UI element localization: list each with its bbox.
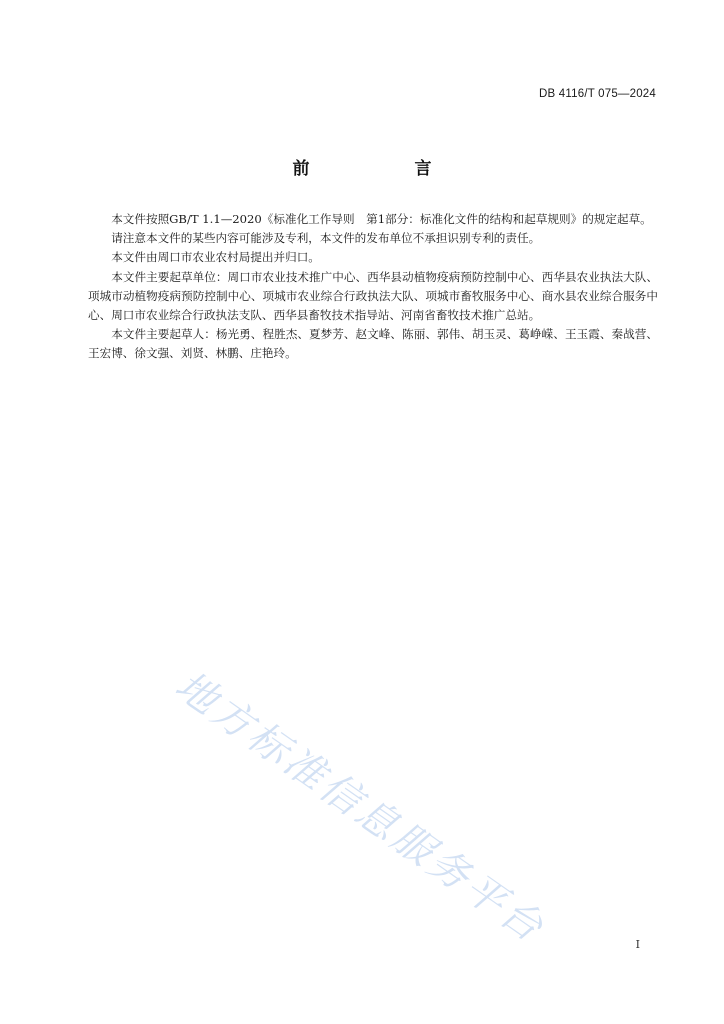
watermark: 地方标准信息服务平台 (166, 662, 554, 953)
section-title: 前 言 (292, 159, 476, 179)
document-code: DB 4116/T 075—2024 (539, 88, 656, 100)
paragraph-patent-notice: 请注意本文件的某些内容可能涉及专利，本文件的发布单位不承担识别专利的责任。 (111, 231, 541, 246)
paragraph-drafters: 本文件主要起草人：杨光勇、程胜杰、夏梦芳、赵文峰、陈丽、郭伟、胡玉灵、葛峥嵘、王玉霞、秦战营、王宏博、徐文强、刘贤、林鹏、庄艳玲。 (88, 327, 658, 361)
paragraph-proposer: 本文件由周口市农业农村局提出并归口。 (111, 250, 320, 265)
paragraph-drafting-rules: 本文件按照GB/T 1.1—2020《标准化工作导则 第1部分：标准化文件的结构和起草规则》的规定起草。 (111, 212, 652, 226)
page-number: I (635, 938, 640, 951)
paragraph-drafting-units: 本文件主要起草单位：周口市农业技术推广中心、西华县动植物疫病预防控制中心、西华县农业执法大队、项城市动植物疫病预防控制中心、项城市农业综合行政执法大队、项城市畜牧服务中心、商水县农业综合服务中心、周口市农业综合行政执法支队、西华县畜牧技术指导站、河南省畜牧技术推广总站。 (88, 269, 658, 323)
foreword-body (88, 210, 658, 364)
